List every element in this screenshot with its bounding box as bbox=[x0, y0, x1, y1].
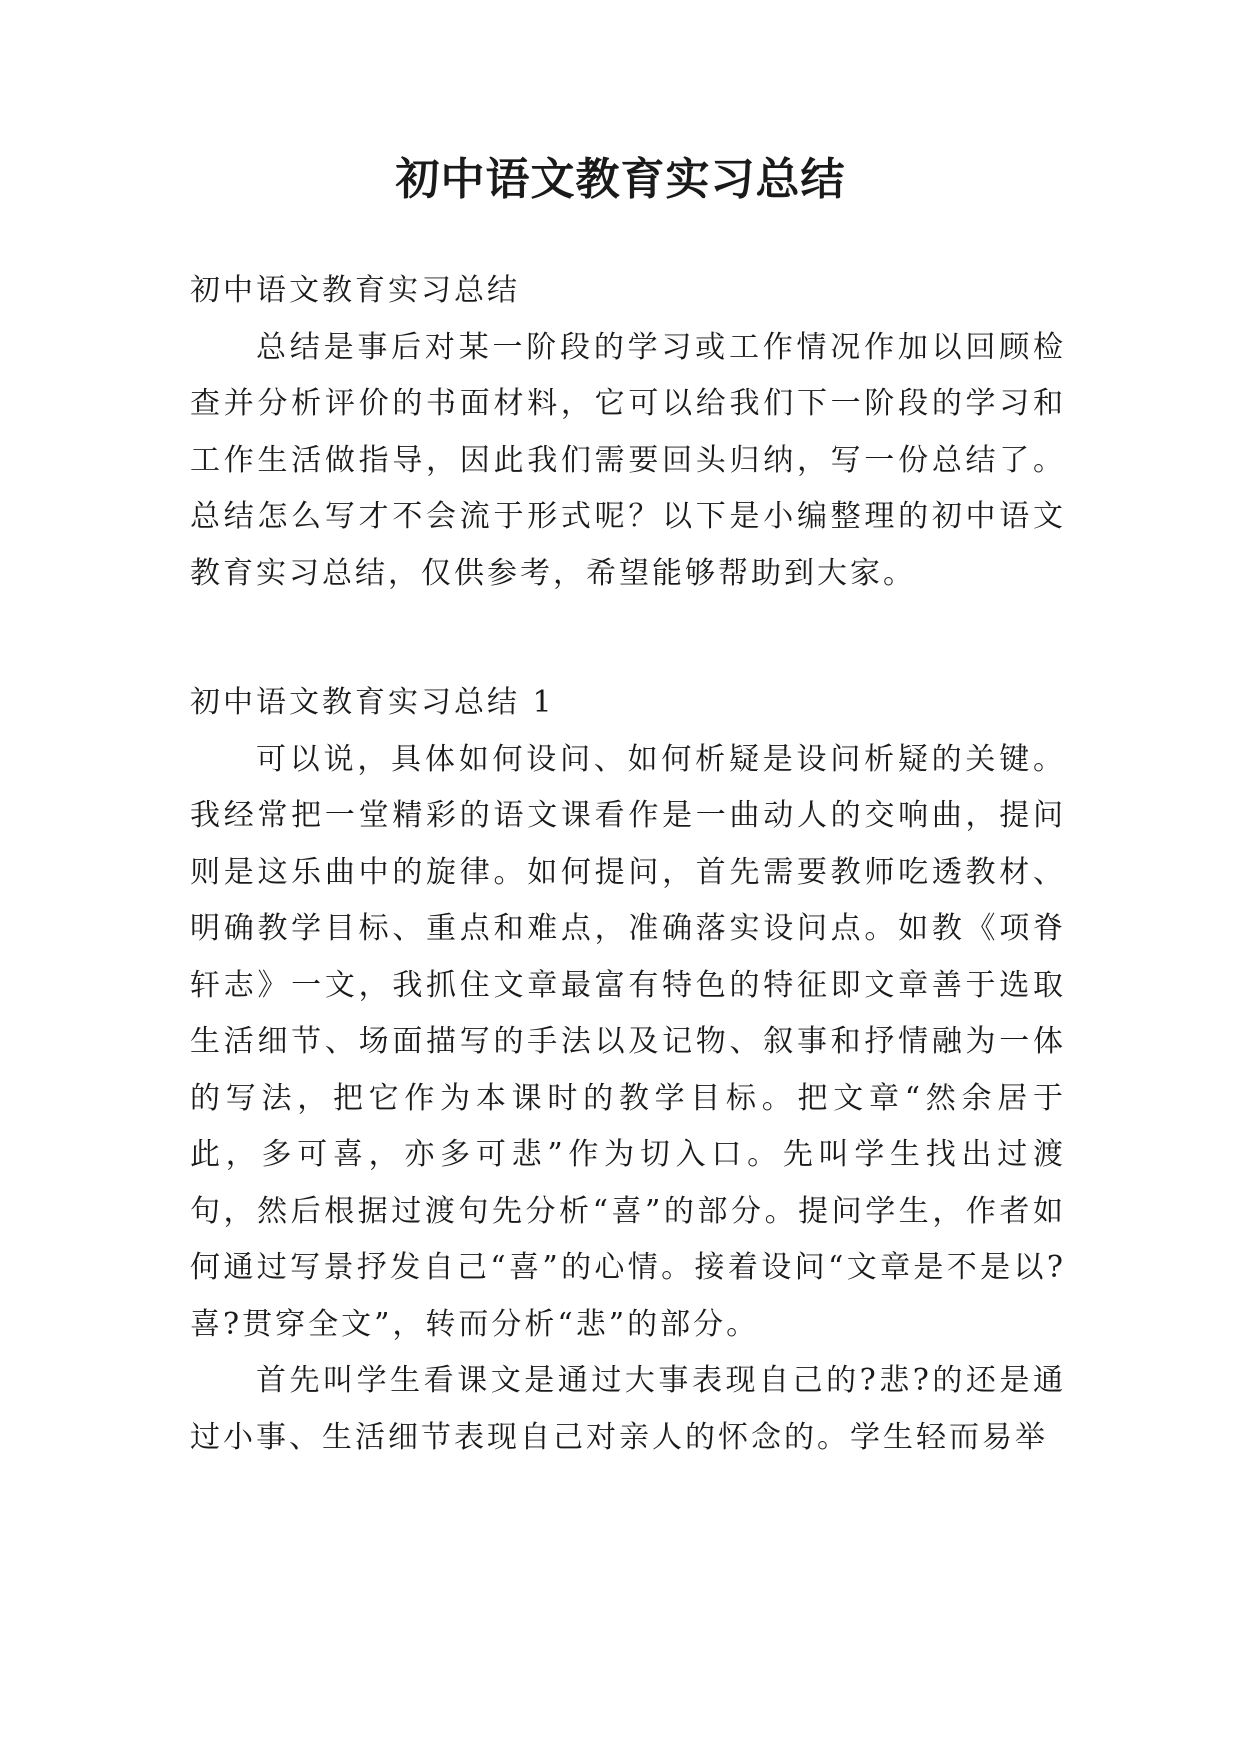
intro-section bbox=[190, 263, 1066, 602]
intro-paragraph: 总结是事后对某一阶段的学习或工作情况作加以回顾检查并分析评价的书面材料，它可以给我们下一阶段的学习和工作生活做指导，因此我们需要回头归纳，写一份总结了。总结怎么写才不会流于形式呢？以下是小编整理的初中语文教育实习总结，仅供参考，希望能够帮助到大家。 bbox=[190, 329, 1066, 591]
document-title: 初中语文教育实习总结 bbox=[395, 154, 846, 205]
section-1-heading: 初中语文教育实习总结 1 bbox=[190, 685, 555, 720]
section-1-paragraph-2: 首先叫学生看课文是通过大事表现自己的?悲?的还是通过小事、生活细节表现自己对亲人的怀念的。学生轻而易举 bbox=[190, 1363, 1066, 1455]
section-1-paragraph-1: 可以说，具体如何设问、如何析疑是设问析疑的关键。我经常把一堂精彩的语文课看作是一曲动人的交响曲，提问则是这乐曲中的旋律。如何提问，首先需要教师吃透教材、明确教学目标、重点和难点，准确落实设问点。如教《项脊轩志》一文，我抓住文章最富有特色的特征即文章善于选取生活细节、场面描写的手法以及记物、叙事和抒情融为一体的写法，把它作为本课时的教学目标。把文章“然余居于此，多可喜，亦多可悲”作为切入口。先叫学生找出过渡句，然后根据过渡句先分析“喜”的部分。提问学生，作者如何通过写景抒发自己“喜”的心情。接着设问“文章是不是以?喜?贯穿全文”，转而分析“悲”的部分。 bbox=[190, 741, 1066, 1342]
intro-heading: 初中语文教育实习总结 bbox=[190, 273, 520, 308]
section-1 bbox=[190, 675, 1066, 1466]
